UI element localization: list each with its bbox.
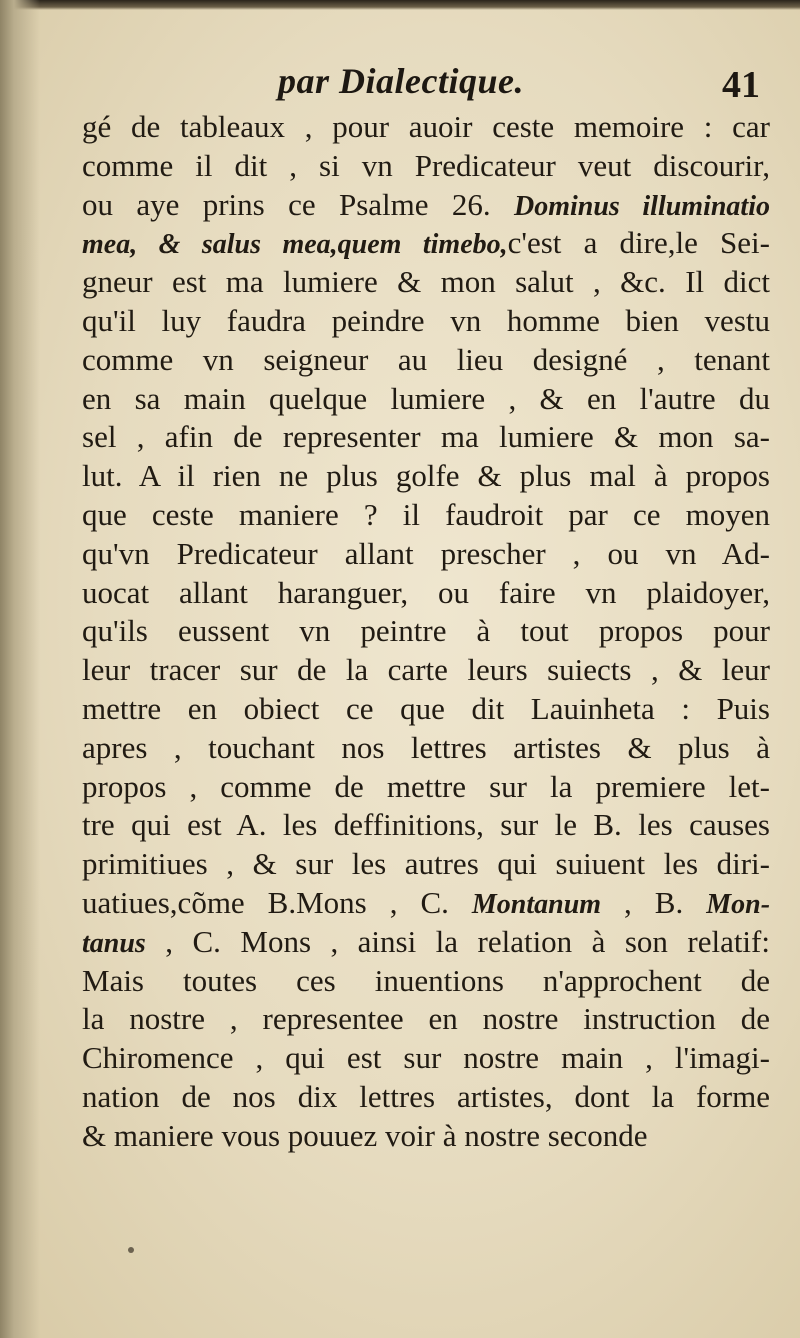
- text-line: [82, 612, 770, 651]
- text-line: [82, 923, 770, 962]
- text-line: [82, 341, 770, 380]
- line-text: comme vn seigneur au lieu designé , tenant: [82, 341, 770, 377]
- text-line: [82, 1117, 770, 1156]
- line-text: qu'il luy faudra peindre vn homme bien vestu: [82, 302, 770, 338]
- text-line: [82, 457, 770, 496]
- line-text: propos , comme de mettre sur la premiere let-: [82, 768, 770, 804]
- line-text: qu'vn Predicateur allant prescher , ou vn Ad-: [82, 535, 770, 571]
- line-text: , C. Mons , ainsi la relation à son relatif:: [145, 923, 770, 959]
- text-line: [82, 418, 770, 457]
- text-line: [82, 768, 770, 807]
- body-text: [82, 108, 770, 1156]
- line-text: leur tracer sur de la carte leurs suiects , & leur: [82, 652, 770, 688]
- latin-quote: tanus: [82, 927, 146, 959]
- text-line: [82, 884, 770, 923]
- text-line: [82, 1039, 770, 1078]
- text-line: [82, 496, 770, 535]
- line-text: nation de nos dix lettres artistes, dont la forme: [82, 1078, 770, 1114]
- line-text: primitiues , & sur les autres qui suiuent les diri-: [82, 846, 770, 882]
- line-text: sel , afin de representer ma lumiere & mon sa-: [82, 419, 770, 455]
- text-line: [82, 380, 770, 419]
- ink-speck: [128, 1247, 134, 1253]
- text-line: [82, 1078, 770, 1117]
- line-text: que ceste maniere ? il faudroit par ce moyen: [82, 496, 770, 532]
- line-text: gneur est ma lumiere & mon salut , &c. Il dict: [82, 264, 770, 300]
- text-line: [82, 690, 770, 729]
- text-line: [82, 224, 770, 263]
- line-text: mettre en obiect ce que dit Lauinheta : Puis: [82, 690, 770, 726]
- line-text: uatiues,cõme B.Mons , C.: [82, 884, 472, 920]
- line-text: Chiromence , qui est sur nostre main , l'imagi-: [82, 1040, 770, 1076]
- line-text: lut. A il rien ne plus golfe & plus mal à propos: [82, 458, 770, 494]
- page-top-edge: [0, 0, 800, 10]
- latin-quote: Montanum: [471, 888, 602, 920]
- line-text: & maniere vous pouuez voir à nostre seconde: [82, 1117, 648, 1153]
- line-text: tre qui est A. les deffinitions, sur le B. les causes: [82, 807, 770, 843]
- text-line: [82, 147, 770, 186]
- line-text: la nostre , representee en nostre instruction de: [82, 1001, 770, 1037]
- line-text: comme il dit , si vn Predicateur veut discourir,: [82, 147, 770, 183]
- page-number: 41: [722, 64, 760, 106]
- text-line: [82, 729, 770, 768]
- line-text: gé de tableaux , pour auoir ceste memoire : car: [82, 109, 770, 144]
- line-text: Mais toutes ces inuentions n'approchent de: [82, 962, 770, 998]
- page-gutter: [0, 0, 40, 1338]
- line-text: en sa main quelque lumiere , & en l'autre du: [82, 380, 770, 416]
- text-line: [82, 186, 770, 225]
- latin-quote: Dominus illuminatio: [513, 190, 770, 222]
- line-text: qu'ils eussent vn peintre à tout propos pour: [82, 613, 770, 649]
- text-line: [82, 263, 770, 302]
- text-line: [82, 806, 770, 845]
- line-text: uocat allant haranguer, ou faire vn plaidoyer,: [82, 574, 770, 610]
- text-line: [82, 108, 770, 147]
- text-line: [82, 574, 770, 613]
- text-line: [82, 962, 770, 1001]
- running-head: [0, 55, 800, 105]
- line-text: apres , touchant nos lettres artistes & plus à: [82, 729, 770, 765]
- line-text: ou aye prins ce Psalme 26.: [82, 186, 514, 222]
- text-line: [82, 1000, 770, 1039]
- text-line: [82, 651, 770, 690]
- text-line: [82, 302, 770, 341]
- running-head-title: par Dialectique.: [278, 61, 524, 101]
- latin-quote: mea, & salus mea,quem timebo,: [82, 229, 508, 261]
- text-line: [82, 845, 770, 884]
- text-line: [82, 535, 770, 574]
- line-text: , B.: [601, 884, 707, 920]
- line-text: c'est a dire,le Sei-: [507, 225, 770, 261]
- latin-quote: Mon-: [706, 888, 770, 920]
